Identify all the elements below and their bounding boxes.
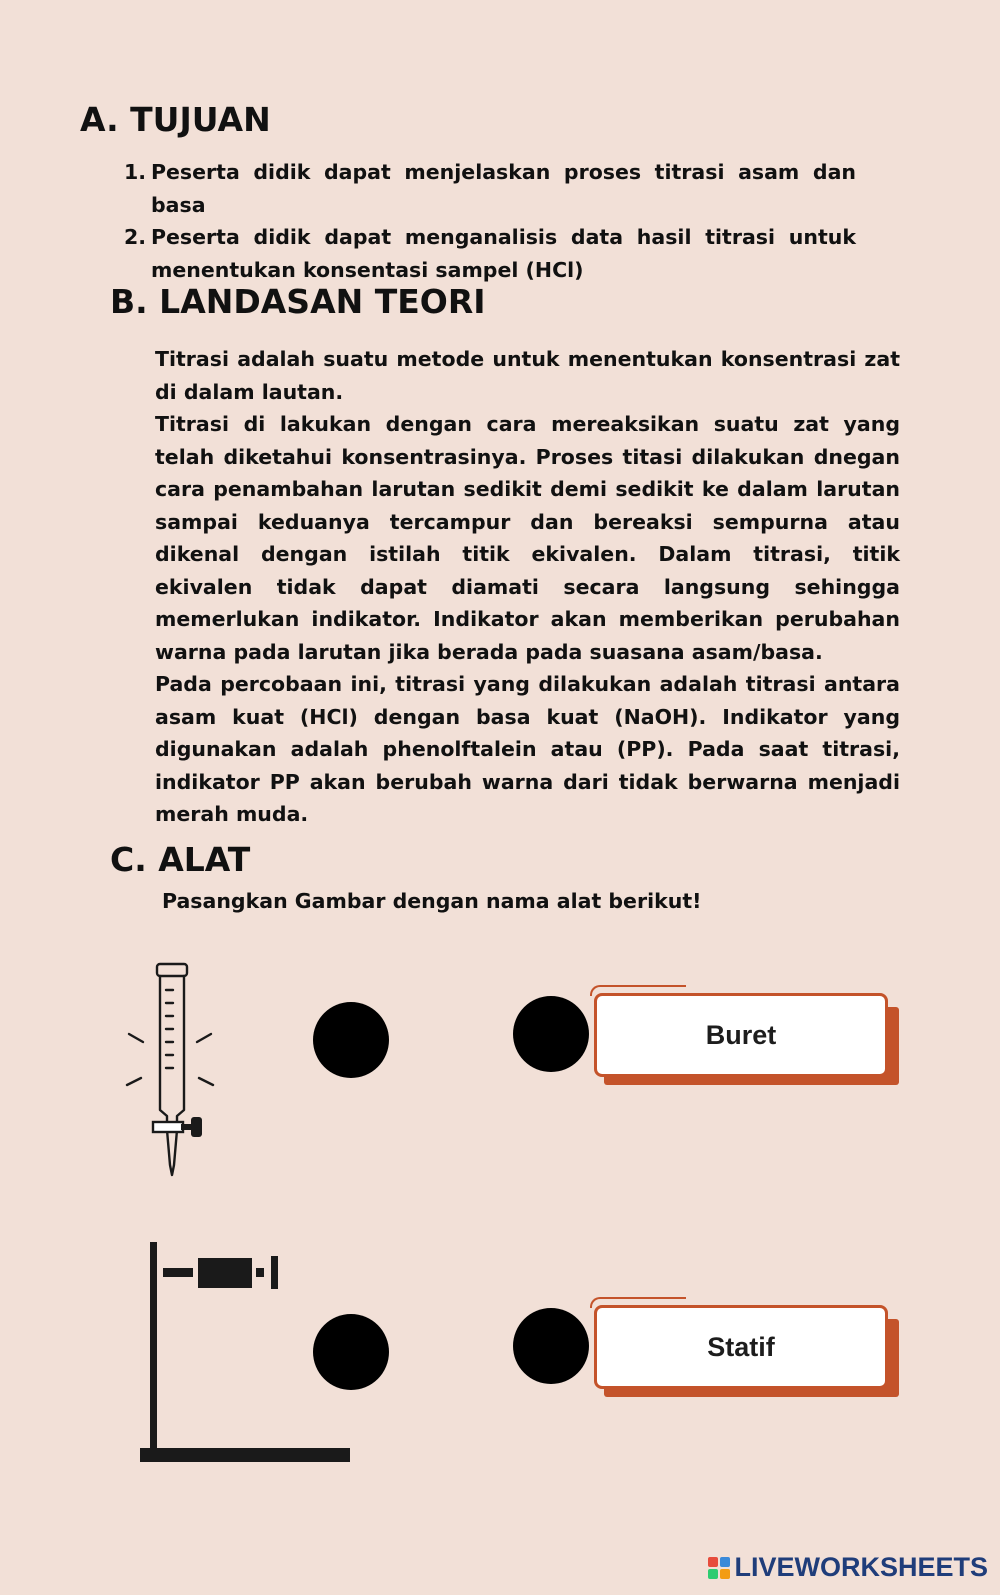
goal-item xyxy=(124,221,856,286)
answer-card[interactable] xyxy=(590,1297,902,1407)
section-b-title: B. LANDASAN TEORI xyxy=(110,282,486,321)
goal-number: 1. xyxy=(124,160,147,184)
goal-item xyxy=(124,156,856,221)
answer-label: Statif xyxy=(594,1305,888,1389)
theory-text xyxy=(155,343,900,831)
brand-logo-icon xyxy=(708,1557,730,1579)
theory-paragraph: Titrasi di lakukan dengan cara mereaksikan suatu zat yang telah diketahui konsentrasinya. Proses titasi dilakukan dnegan cara penambahan larutan sedikit demi sedikit ke dalam larutan sampai keduanya tercampur dan bereaksi sempurna atau dikenal dengan istilah titik ekivalen. Dalam titrasi, titik ekivalen tidak dapat diamati secara langsung sehingga memerlukan indikator. Indikator akan memberikan perubahan warna pada larutan jika berada pada suasana asam/basa. xyxy=(155,412,900,664)
section-c-title: C. ALAT xyxy=(110,840,251,879)
brand-watermark xyxy=(708,1552,988,1583)
goals-list xyxy=(124,156,856,286)
answer-label: Buret xyxy=(594,993,888,1077)
match-dot-right[interactable] xyxy=(513,1308,589,1384)
answer-card[interactable] xyxy=(590,985,902,1095)
goal-text: Peserta didik dapat menjelaskan proses titrasi asam dan basa xyxy=(151,160,856,217)
brand-name: LIVEWORKSHEETS xyxy=(734,1552,988,1582)
section-a-title: A. TUJUAN xyxy=(80,100,271,139)
burette-icon xyxy=(125,960,215,1182)
goal-number: 2. xyxy=(124,225,147,249)
goal-text: Peserta didik dapat menganalisis data hasil titrasi untuk menentukan konsentasi sampel (HCl) xyxy=(151,225,856,282)
theory-paragraph: Pada percobaan ini, titrasi yang dilakukan adalah titrasi antara asam kuat (HCl) dengan basa kuat (NaOH). Indikator yang digunakan adalah phenolftalein atau (PP). Pada saat titrasi, indikator PP akan berubah warna dari tidak berwarna menjadi merah muda. xyxy=(155,672,900,826)
instruction-text: Pasangkan Gambar dengan nama alat berikut! xyxy=(162,889,702,913)
match-dot-right[interactable] xyxy=(513,996,589,1072)
match-dot-left[interactable] xyxy=(313,1002,389,1078)
theory-paragraph: Titrasi adalah suatu metode untuk menentukan konsentrasi zat di dalam lautan. xyxy=(155,347,900,404)
match-dot-left[interactable] xyxy=(313,1314,389,1390)
